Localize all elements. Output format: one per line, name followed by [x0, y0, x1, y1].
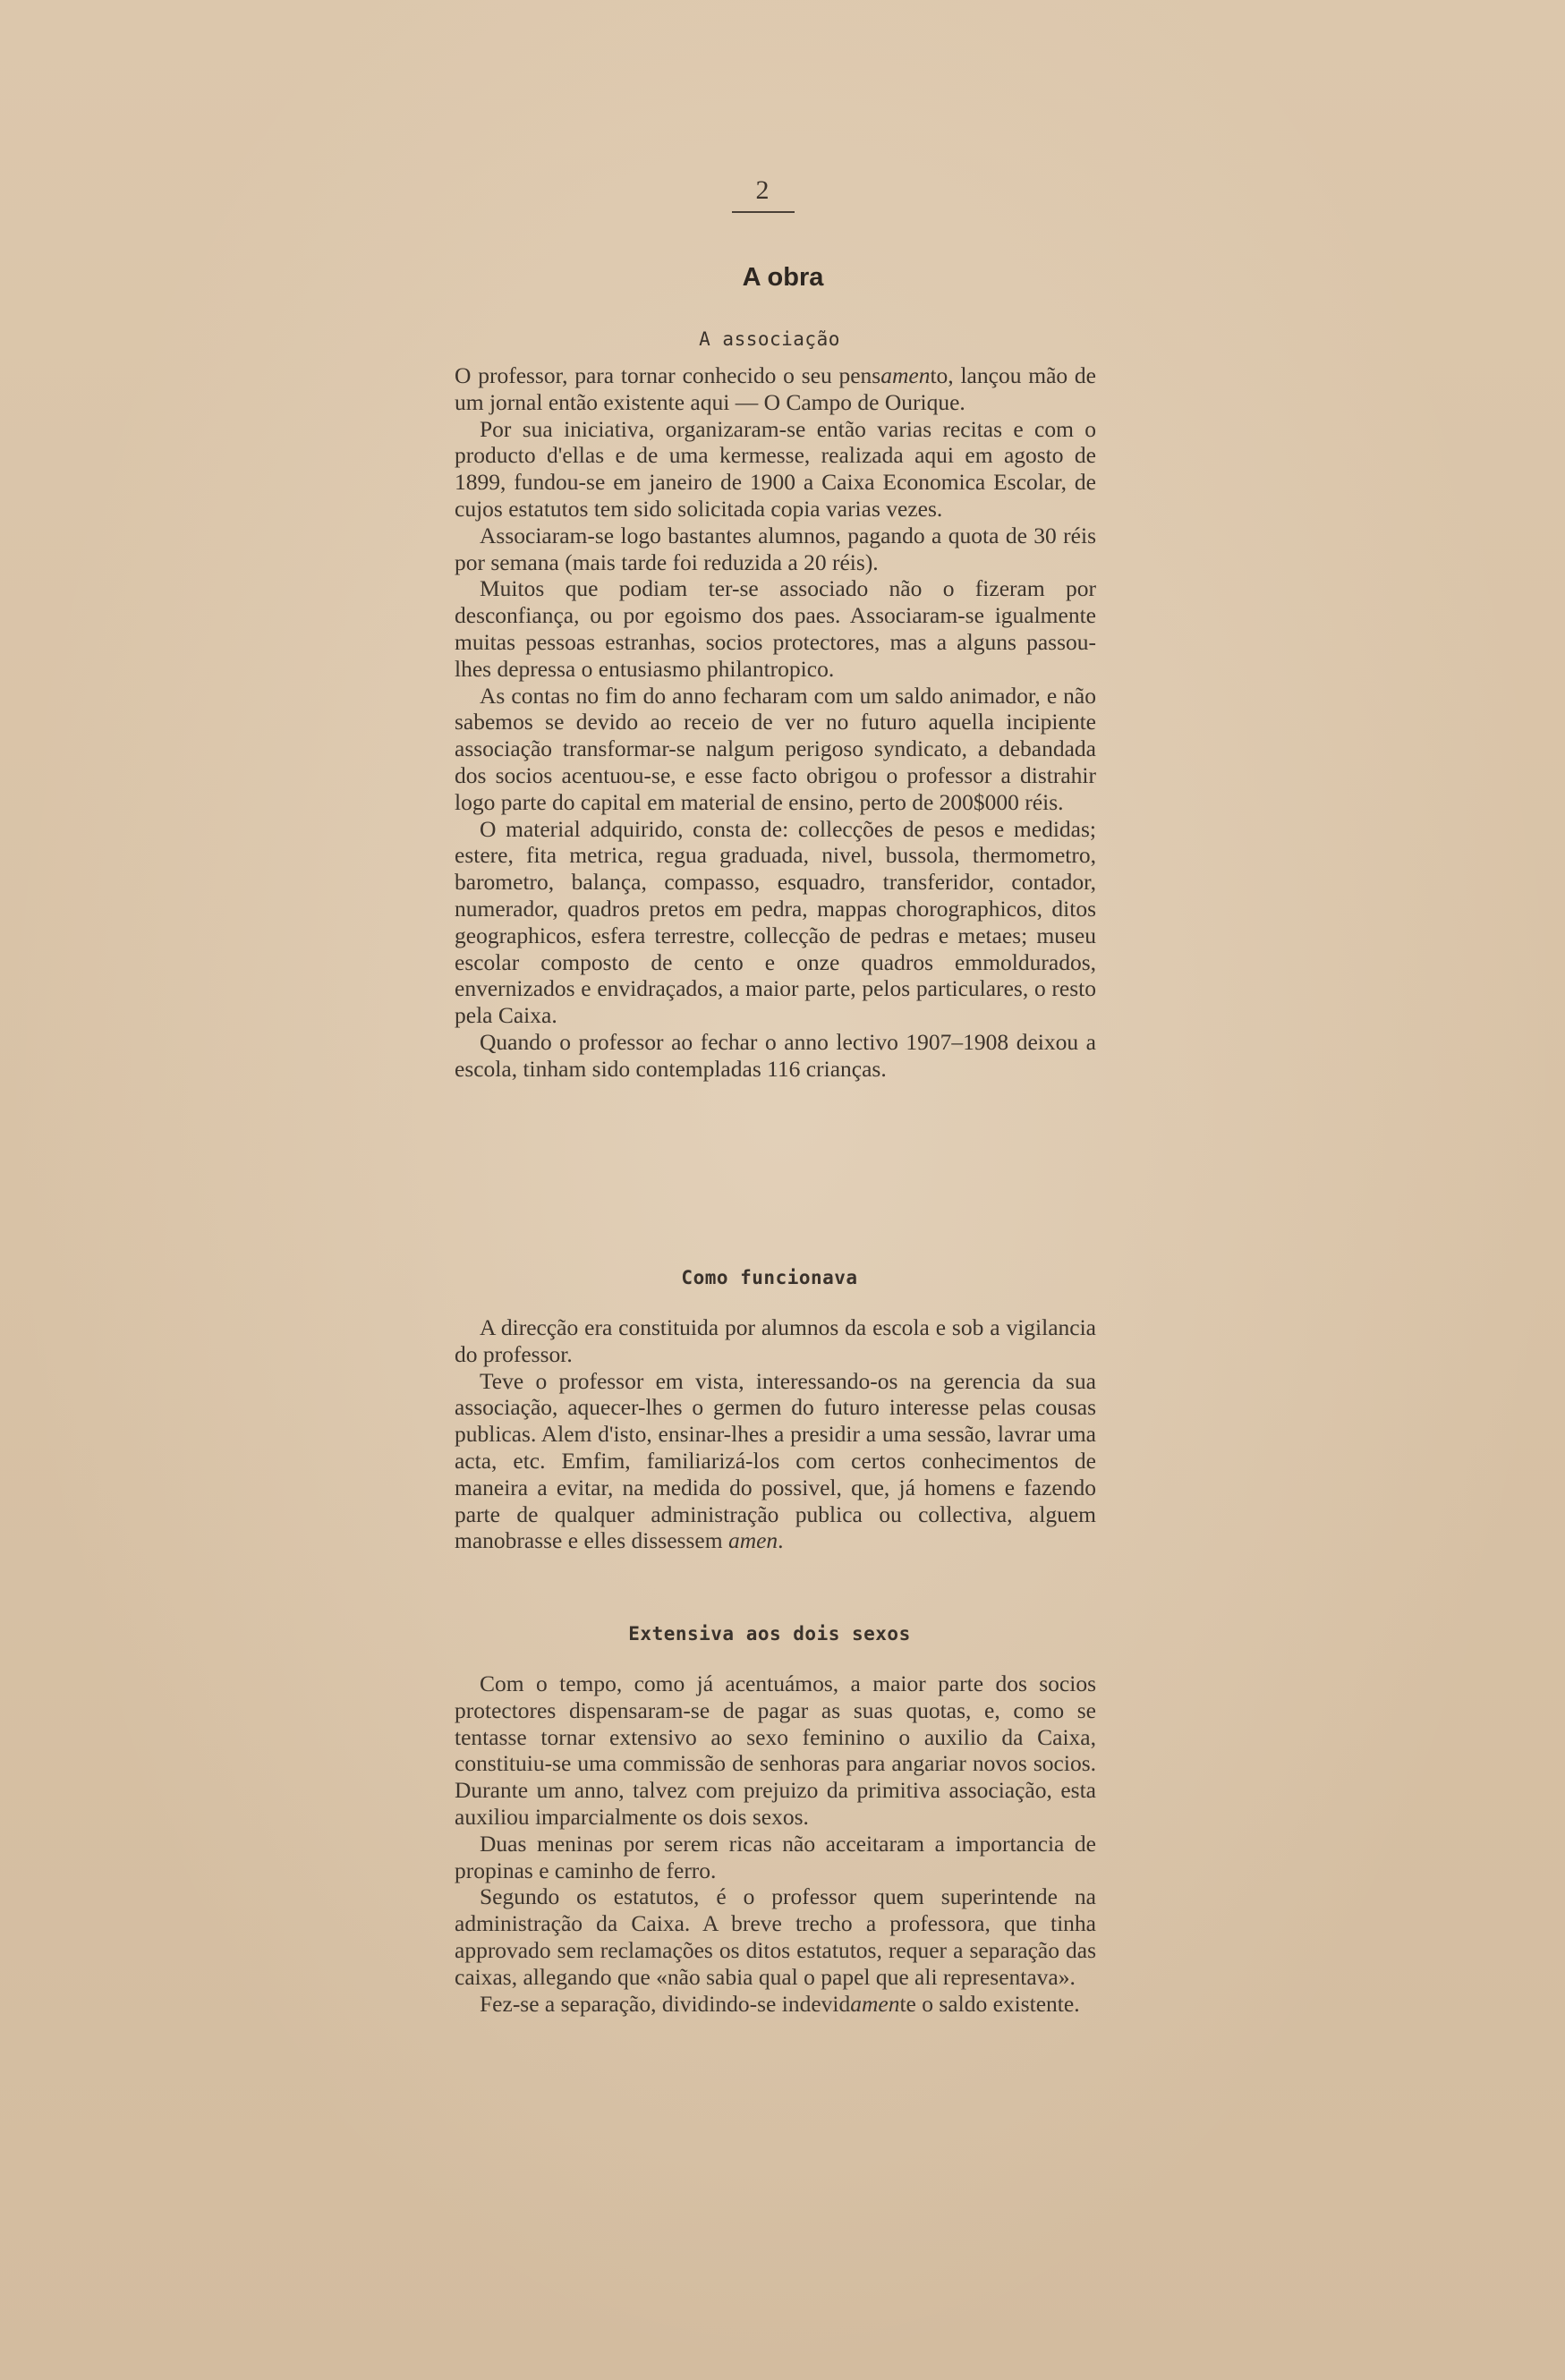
paragraph: O material adquirido, consta de: collecções de pesos e medidas; estere, fita metrica, regua graduada, nivel, bussola, thermometro, barometro, balança, compasso, esquadro, transferidor, contador, numerador, quadros pretos em pedra, mappas chorographicos, ditos geographicos, esfera terrestre, collecção de pedras e metaes; museu escolar composto de cento e onze quadros emmoldurados, envernizados e envidraçados, a maior parte, pelos particulares, o resto pela Caixa.	[455, 815, 1096, 1029]
paragraph: Segundo os estatutos, é o professor quem superintende na administração da Caixa. A breve trecho a professora, que tinha approvado sem reclamações os ditos estatutos, requer a separação das caixas, allegando que «não sabia qual o papel que ali representava».	[455, 1883, 1096, 1990]
page-number-rule	[732, 211, 795, 213]
section-heading-extensiva: Extensiva aos dois sexos	[628, 1623, 911, 1645]
italic-text: amen	[880, 362, 931, 388]
section-heading-como-funcionava: Como funcionava	[681, 1267, 858, 1288]
paragraph: Quando o professor ao fechar o anno lectivo 1907–1908 deixou a escola, tinham sido contempladas 116 crianças.	[455, 1028, 1096, 1082]
paragraph: O professor, para tornar conhecido o seu pensamento, lançou mão de um jornal então existente aqui — O Campo de Ourique.	[455, 362, 1096, 415]
paragraph: Muitos que podiam ter-se associado não o fizeram por desconfiança, ou por egoismo dos paes. Associaram-se igualmente muitas pessoas estranhas, socios protectores, mas a alguns passou-lhes depressa o entusiasmo philantropico.	[455, 575, 1096, 682]
italic-text: amen	[727, 1527, 778, 1554]
section-como-funcionava	[455, 1314, 1096, 1554]
paragraph: Com o tempo, como já acentuámos, a maior parte dos socios protectores dispensaram-se de pagar as suas quotas, e, como se tentasse tornar extensivo ao sexo feminino o auxilio da Caixa, constituiu-se uma commissão de senhoras para angariar novos socios. Durante um anno, talvez com prejuizo da primitiva associação, esta auxiliou imparcialmente os dois sexos.	[455, 1670, 1096, 1830]
chapter-title: A obra	[742, 263, 824, 292]
page-number: 2	[755, 175, 770, 205]
paragraph: Fez-se a separação, dividindo-se indevidamente o saldo existente.	[480, 1990, 1080, 2017]
italic-text: amen	[850, 1990, 900, 2017]
paragraph: Teve o professor em vista, interessando-os na gerencia da sua associação, aquecer-lhes o germen do futuro interesse pelas cousas publicas. Alem d'isto, ensinar-lhes a presidir a uma sessão, lavrar uma acta, etc. Emfim, familiarizá-los com certos conhecimentos de maneira a evitar, na medida do possivel, que, já homens e fazendo parte de qualquer administração publica ou collectiva, alguem manobrasse e elles dissessem amen.	[455, 1367, 1096, 1554]
paragraph: As contas no fim do anno fecharam com um saldo animador, e não sabemos se devido ao receio de ver no futuro aquella incipiente associação transformar-se nalgum perigoso syndicato, a debandada dos socios acentuou-se, e esse facto obrigou o professor a distrahir logo parte do capital em material de ensino, perto de 200$000 réis.	[455, 682, 1096, 815]
paragraph: Associaram-se logo bastantes alumnos, pagando a quota de 30 réis por semana (mais tarde foi reduzida a 20 réis).	[455, 522, 1096, 575]
paragraph: Por sua iniciativa, organizaram-se então varias recitas e com o producto d'ellas e de uma kermesse, realizada aqui em agosto de 1899, fundou-se em janeiro de 1900 a Caixa Economica Escolar, de cujos estatutos tem sido solicitada copia varias vezes.	[455, 415, 1096, 522]
paragraph: A direcção era constituida por alumnos da escola e sob a vigilancia do professor.	[455, 1314, 1096, 1367]
paragraph: Duas meninas por serem ricas não acceitaram a importancia de propinas e caminho de ferro.	[455, 1830, 1096, 1883]
section-associacao	[455, 362, 1096, 1083]
section-heading-associacao: A associação	[699, 328, 840, 350]
section-extensiva-aos-dois-sexos	[455, 1670, 1096, 2017]
